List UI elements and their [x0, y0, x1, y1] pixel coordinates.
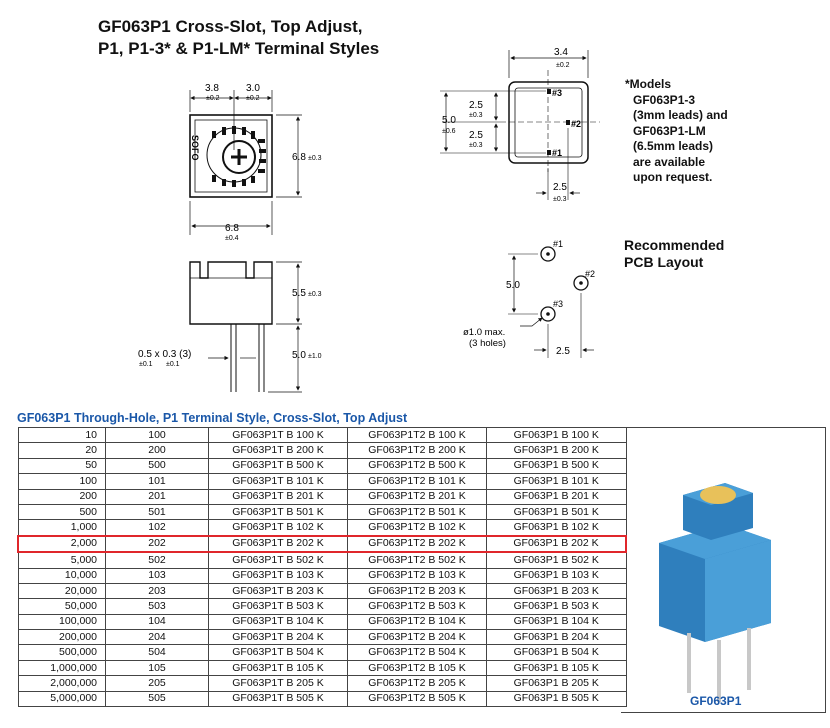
pcb-pin-2: #2: [585, 269, 596, 279]
table-cell: 200,000: [18, 630, 106, 645]
table-cell: GF063P1 B 200 K: [487, 443, 627, 458]
table-cell: GF063P1 B 201 K: [487, 489, 627, 504]
dim-5.0-lead: 5.0: [292, 350, 306, 361]
table-cell: GF063P1 B 501 K: [487, 504, 627, 519]
note-line: upon request.: [633, 170, 713, 184]
dim-5.5-tol: ±0.3: [308, 291, 322, 298]
title-line1: Cross-Slot, Top Adjust,: [170, 17, 363, 36]
table-cell: 100: [18, 474, 106, 489]
table-row: [18, 458, 626, 473]
table-row: [18, 489, 626, 504]
dim-2.5-upper-tol: ±0.3: [469, 112, 483, 119]
table-cell: GF063P1T2 B 105 K: [348, 660, 487, 675]
table-row: [18, 428, 626, 443]
table-cell: 5,000,000: [18, 691, 106, 706]
table-cell: 500: [18, 504, 106, 519]
table-cell: 10: [18, 428, 106, 443]
table-cell: GF063P1T2 B 100 K: [348, 428, 487, 443]
table-cell: GF063P1T2 B 203 K: [348, 583, 487, 598]
table-cell: GF063P1T B 103 K: [209, 568, 348, 583]
hole-spec: ø1.0 max.: [463, 327, 506, 338]
table-cell: 204: [106, 630, 209, 645]
table-row: [18, 630, 626, 645]
dim-6.8-width: 6.8: [225, 223, 239, 234]
table-cell: GF063P1 B 101 K: [487, 474, 627, 489]
table-cell: GF063P1 B 205 K: [487, 676, 627, 691]
table-cell: 20: [18, 443, 106, 458]
dim-5.0-body-tol: ±0.6: [442, 128, 456, 135]
note-line: GF063P1-LM: [633, 123, 706, 138]
dim-3.0-tol: ±0.2: [246, 95, 260, 102]
table-cell: GF063P1T2 B 101 K: [348, 474, 487, 489]
table-cell: GF063P1T2 B 503 K: [348, 599, 487, 614]
table-cell: GF063P1T2 B 205 K: [348, 676, 487, 691]
note-line: (3mm leads) and: [633, 108, 728, 122]
note-line: are available: [633, 154, 706, 169]
table-cell: 500,000: [18, 645, 106, 660]
table-cell: GF063P1T2 B 204 K: [348, 630, 487, 645]
knob-marking: SOFO: [190, 135, 200, 161]
table-cell: GF063P1T B 202 K: [209, 536, 348, 552]
pin-label-1: #1: [552, 148, 563, 158]
table-row: [18, 676, 626, 691]
dim-2.5-pitch: 2.5: [553, 182, 567, 193]
table-row: [18, 660, 626, 675]
table-cell: GF063P1T B 104 K: [209, 614, 348, 629]
pcb-dim-2.5: 2.5: [556, 346, 570, 357]
dim-6.8-height: 6.8: [292, 152, 306, 163]
table-cell: GF063P1T B 102 K: [209, 520, 348, 536]
dim-lead-tol-b: ±0.1: [166, 361, 180, 368]
table-cell: 20,000: [18, 583, 106, 598]
table-cell: 102: [106, 520, 209, 536]
table-cell: GF063P1T2 B 104 K: [348, 614, 487, 629]
table-cell: GF063P1T B 101 K: [209, 474, 348, 489]
pcb-dim-5.0: 5.0: [506, 280, 520, 291]
table-cell: GF063P1T B 504 K: [209, 645, 348, 660]
note-line: (6.5mm leads): [633, 139, 714, 153]
side-view-drawing: [190, 262, 302, 392]
table-cell: GF063P1T B 100 K: [209, 428, 348, 443]
dim-6.8-width-tol: ±0.4: [225, 235, 239, 242]
dim-2.5-lower: 2.5: [469, 130, 483, 141]
product-photo-frame: [621, 427, 826, 713]
table-cell: GF063P1T B 502 K: [209, 552, 348, 568]
table-cell: 103: [106, 568, 209, 583]
table-row: [18, 583, 626, 598]
table-cell: 201: [106, 489, 209, 504]
table-cell: GF063P1T2 B 504 K: [348, 645, 487, 660]
table-cell: GF063P1 B 203 K: [487, 583, 627, 598]
table-cell: 104: [106, 614, 209, 629]
table-cell: GF063P1 B 105 K: [487, 660, 627, 675]
dim-2.5-pitch-tol: ±0.3: [553, 196, 567, 203]
dim-5.5: 5.5: [292, 288, 306, 299]
top-view-drawing: [190, 90, 302, 235]
table-row: [18, 552, 626, 568]
table-cell: 205: [106, 676, 209, 691]
photo-caption: GF063P1: [690, 694, 742, 708]
dim-3.8: 3.8: [205, 83, 219, 94]
note-line: GF063P1-3: [633, 92, 696, 107]
table-cell: 105: [106, 660, 209, 675]
title-line2: P1, P1-3* & P1-LM* Terminal Styles: [98, 39, 380, 58]
table-row: [18, 443, 626, 458]
table-cell: 200: [106, 443, 209, 458]
table-cell: GF063P1T B 501 K: [209, 504, 348, 519]
table-cell: GF063P1 B 505 K: [487, 691, 627, 706]
table-cell: GF063P1 B 104 K: [487, 614, 627, 629]
table-cell: GF063P1T2 B 505 K: [348, 691, 487, 706]
table-title: GF063P1 Through-Hole, P1 Terminal Style, Cross-Slot, Top Adjust: [17, 411, 408, 425]
pcb-pin-3: #3: [553, 299, 564, 309]
table-cell: GF063P1T B 105 K: [209, 660, 348, 675]
table-cell: 202: [106, 536, 209, 552]
table-cell: 203: [106, 583, 209, 598]
table-cell: 50: [18, 458, 106, 473]
table-cell: GF063P1 B 103 K: [487, 568, 627, 583]
table-cell: 505: [106, 691, 209, 706]
table-cell: GF063P1T2 B 201 K: [348, 489, 487, 504]
hole-count: (3 holes): [469, 338, 506, 349]
dim-5.0-body: 5.0: [442, 115, 456, 126]
table-cell: GF063P1T2 B 501 K: [348, 504, 487, 519]
dim-2.5-upper: 2.5: [469, 100, 483, 111]
table-cell: GF063P1 B 500 K: [487, 458, 627, 473]
table-cell: GF063P1 B 202 K: [487, 536, 627, 552]
table-cell: GF063P1T B 500 K: [209, 458, 348, 473]
dim-3.8-tol: ±0.2: [206, 95, 220, 102]
table-cell: GF063P1 B 204 K: [487, 630, 627, 645]
pin-label-2: #2: [571, 119, 582, 129]
table-row: [18, 691, 626, 706]
pcb-title-line: Recommended: [624, 237, 725, 253]
photo-lead: [747, 628, 751, 690]
part-number-table: [17, 427, 627, 707]
photo-lead: [717, 640, 721, 702]
table-cell: GF063P1T2 B 500 K: [348, 458, 487, 473]
table-cell: 1,000,000: [18, 660, 106, 675]
table-cell: 5,000: [18, 552, 106, 568]
photo-lead: [687, 633, 691, 693]
table-cell: GF063P1T2 B 502 K: [348, 552, 487, 568]
table-row: [18, 504, 626, 519]
table-row: [18, 568, 626, 583]
table-cell: GF063P1T2 B 103 K: [348, 568, 487, 583]
table-cell: GF063P1T B 200 K: [209, 443, 348, 458]
table-cell: GF063P1T B 203 K: [209, 583, 348, 598]
pcb-pin-1: #1: [553, 239, 564, 249]
dim-lead-tol-a: ±0.1: [139, 361, 153, 368]
photo-rotor: [700, 486, 736, 504]
table-cell: GF063P1T B 503 K: [209, 599, 348, 614]
table-cell: 500: [106, 458, 209, 473]
table-cell: GF063P1 B 102 K: [487, 520, 627, 536]
dim-5.0-lead-tol: ±1.0: [308, 353, 322, 360]
table-cell: GF063P1T2 B 202 K: [348, 536, 487, 552]
pcb-layout-drawing: [508, 247, 594, 358]
table-row: [18, 520, 626, 536]
table-cell: GF063P1T B 505 K: [209, 691, 348, 706]
pin-label-3: #3: [552, 88, 563, 98]
table-cell: 2,000,000: [18, 676, 106, 691]
table-cell: 1,000: [18, 520, 106, 536]
table-cell: 100,000: [18, 614, 106, 629]
table-cell: GF063P1T B 204 K: [209, 630, 348, 645]
table-cell: GF063P1 B 502 K: [487, 552, 627, 568]
table-cell: GF063P1T2 B 200 K: [348, 443, 487, 458]
note-line: *Models: [625, 77, 672, 91]
dim-6.8-height-tol: ±0.3: [308, 155, 322, 162]
table-cell: 50,000: [18, 599, 106, 614]
table-row: [18, 614, 626, 629]
dim-3.0: 3.0: [246, 83, 260, 94]
table-cell: GF063P1 B 503 K: [487, 599, 627, 614]
dim-3.4-tol: ±0.2: [556, 62, 570, 69]
table-cell: 200: [18, 489, 106, 504]
table-row: [18, 536, 626, 552]
pcb-title-line: PCB Layout: [624, 254, 704, 270]
table-row: [18, 599, 626, 614]
table-cell: GF063P1 B 504 K: [487, 645, 627, 660]
table-cell: GF063P1 B 100 K: [487, 428, 627, 443]
table-cell: 501: [106, 504, 209, 519]
table-cell: GF063P1T B 205 K: [209, 676, 348, 691]
product-photo: [621, 428, 826, 714]
part-number: GF063P1: [98, 17, 171, 36]
table-cell: 101: [106, 474, 209, 489]
dim-2.5-lower-tol: ±0.3: [469, 142, 483, 149]
table-row: [18, 645, 626, 660]
table-cell: GF063P1T2 B 102 K: [348, 520, 487, 536]
table-row: [18, 474, 626, 489]
dim-3.4: 3.4: [554, 47, 568, 58]
table-cell: 503: [106, 599, 209, 614]
table-cell: 2,000: [18, 536, 106, 552]
dim-lead-size: 0.5 x 0.3 (3): [138, 349, 192, 360]
table-cell: 100: [106, 428, 209, 443]
table-cell: GF063P1T B 201 K: [209, 489, 348, 504]
table-cell: 10,000: [18, 568, 106, 583]
table-cell: 504: [106, 645, 209, 660]
table-cell: 502: [106, 552, 209, 568]
